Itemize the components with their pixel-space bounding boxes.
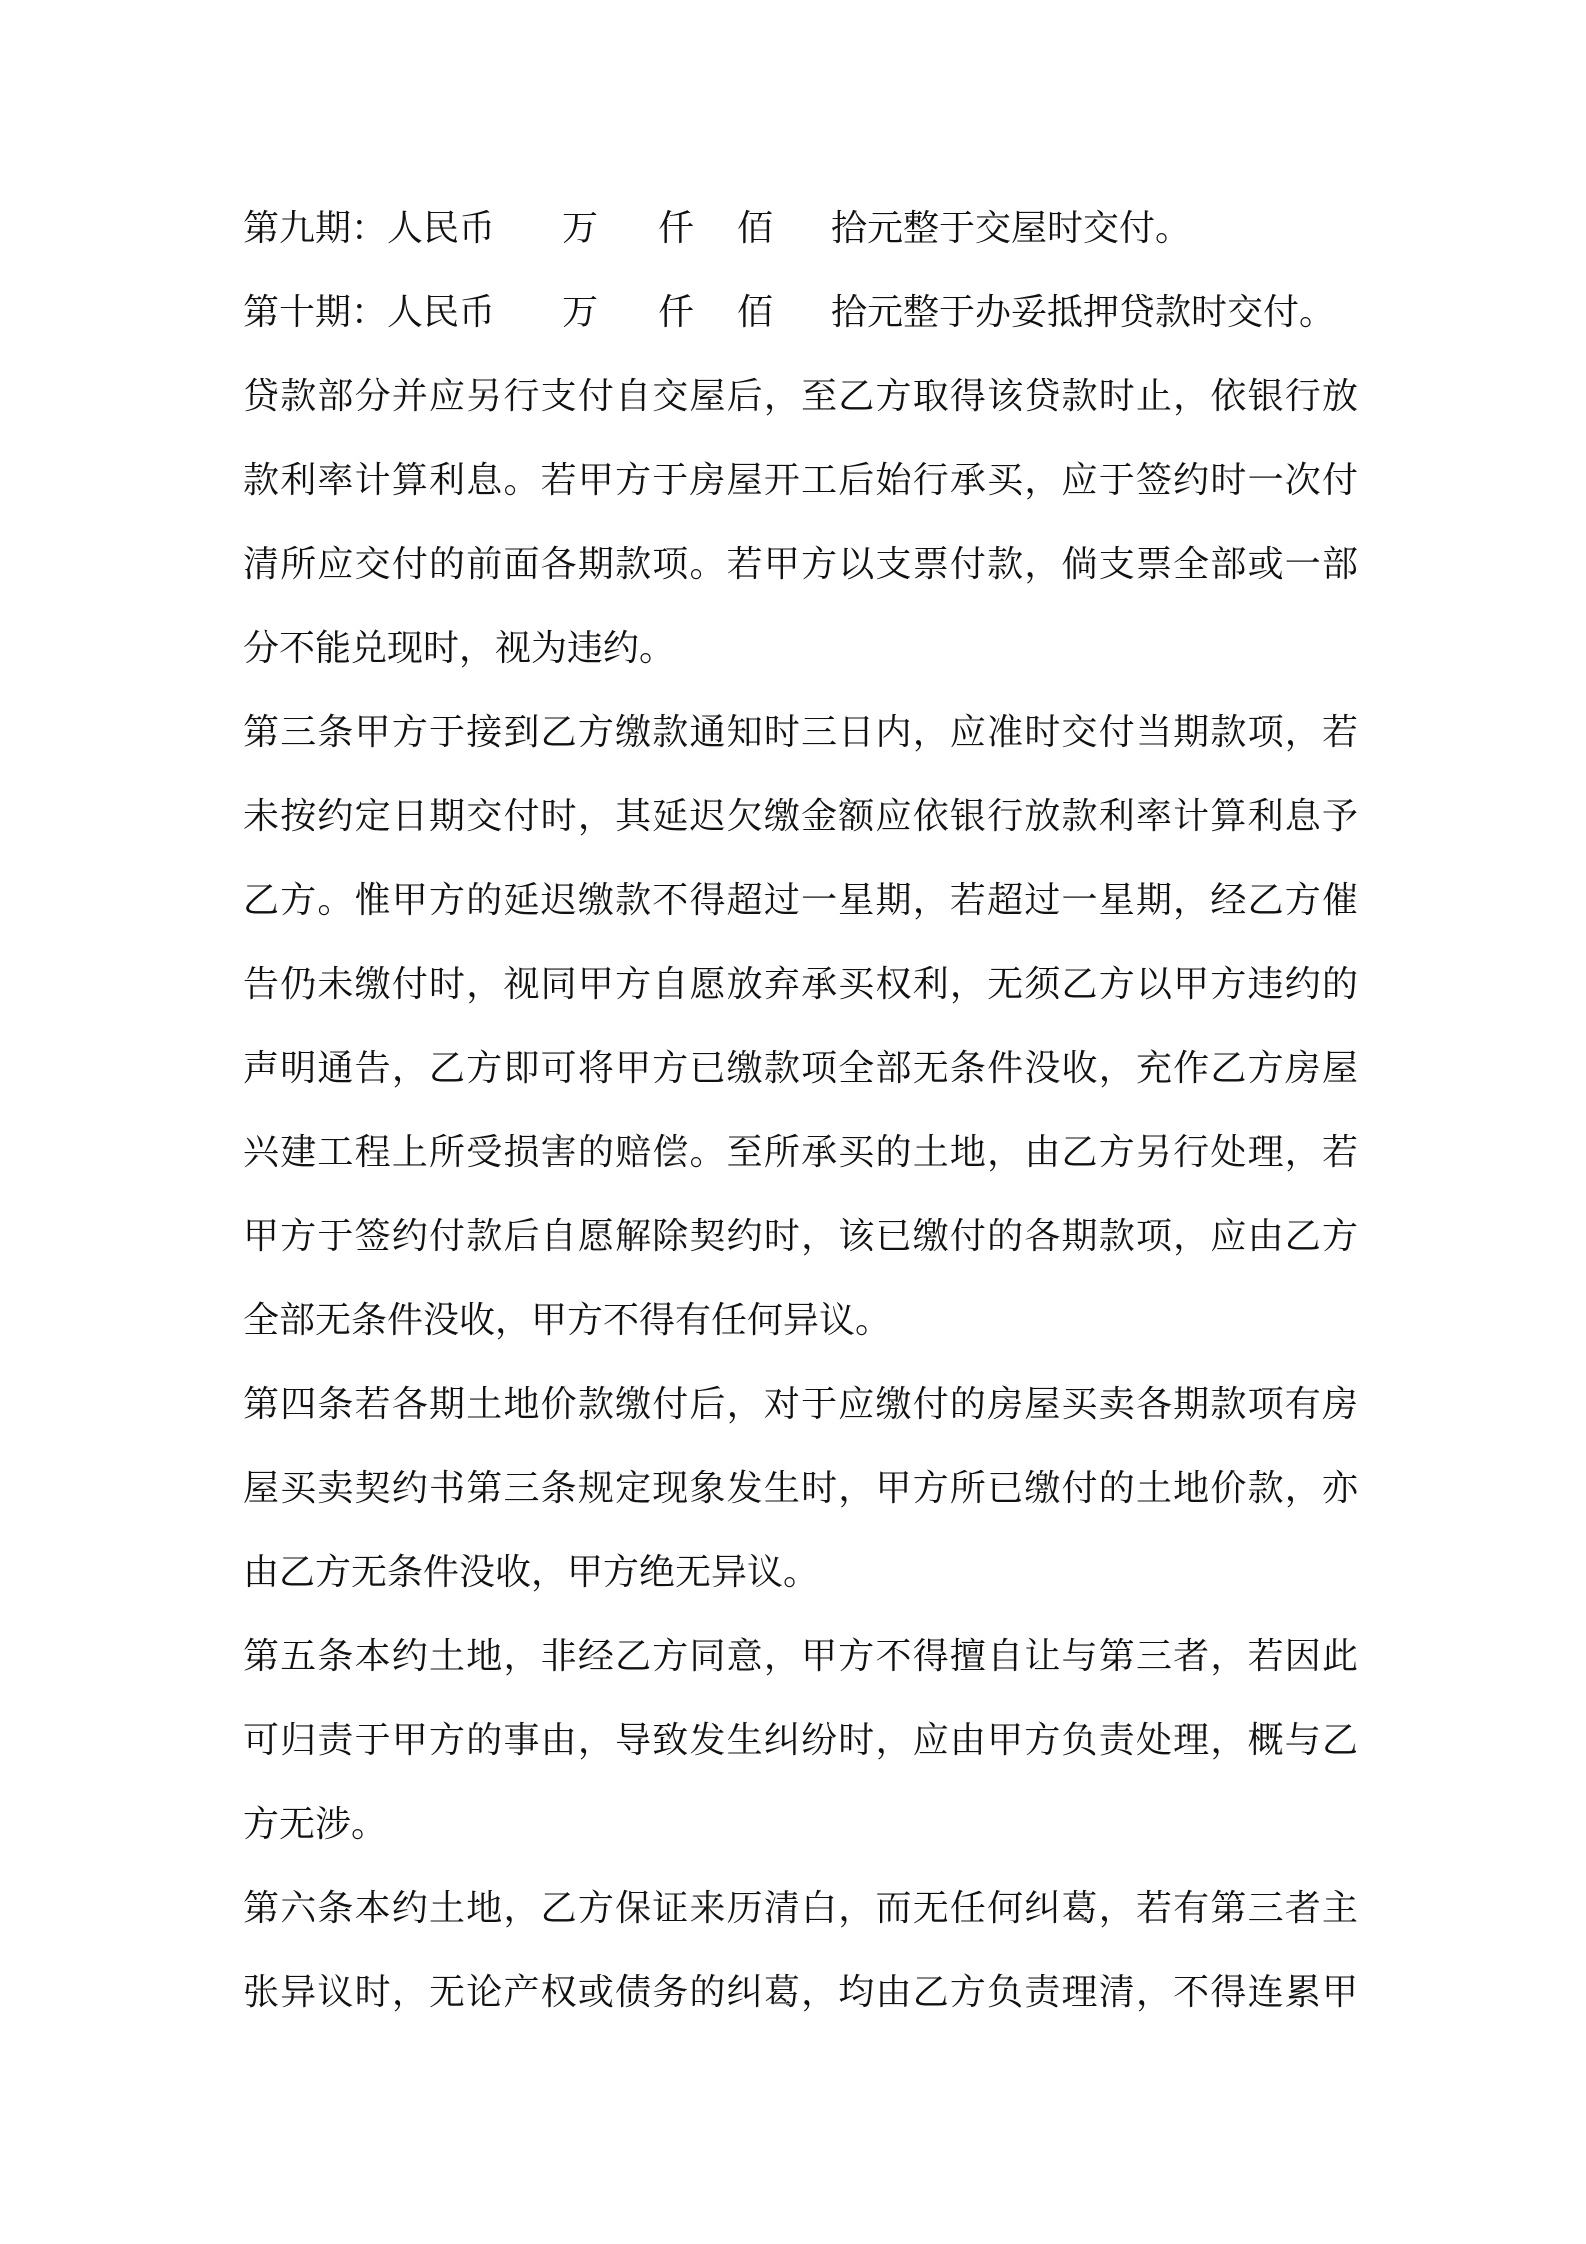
installment-9-unit-wan: 万 <box>562 208 599 249</box>
text-line: 清所应交付的前面各期款项。若甲方以支票付款，倘支票全部或一部 <box>243 544 1358 585</box>
text-line: 甲方于签约付款后自愿解除契约时，该已缴付的各期款项，应由乙方 <box>243 1216 1358 1257</box>
installment-10-unit-bai: 佰 <box>737 292 774 333</box>
text-line: 乙方。惟甲方的延迟缴款不得超过一星期，若超过一星期，经乙方催 <box>243 880 1358 921</box>
installment-10-suffix: 拾元整于办妥抵押贷款时交付。 <box>831 292 1336 333</box>
text-line: 告仍未缴付时，视同甲方自愿放弃承买权利，无须乙方以甲方违约的 <box>243 964 1358 1005</box>
installment-9-line <box>243 187 1358 271</box>
text-line: 兴建工程上所受损害的赔偿。至所承买的土地，由乙方另行处理，若 <box>243 1132 1358 1173</box>
installment-9-prefix: 第九期：人民币 <box>243 208 496 249</box>
text-line: 方无涉。 <box>243 1804 388 1845</box>
installment-9-unit-qian: 仟 <box>658 208 695 249</box>
text-line: 贷款部分并应另行支付自交屋后，至乙方取得该贷款时止，依银行放 <box>243 376 1358 417</box>
installment-9-unit-bai: 佰 <box>737 208 774 249</box>
text-line: 第五条本约土地，非经乙方同意，甲方不得擅自让与第三者，若因此 <box>243 1636 1358 1677</box>
text-line: 可归责于甲方的事由，导致发生纠纷时，应由甲方负责处理，概与乙 <box>243 1720 1358 1761</box>
text-line: 第六条本约土地，乙方保证来历清白，而无任何纠葛，若有第三者主 <box>243 1888 1358 1929</box>
text-line: 第四条若各期土地价款缴付后，对于应缴付的房屋买卖各期款项有房 <box>243 1384 1358 1425</box>
text-line: 全部无条件没收，甲方不得有任何异议。 <box>243 1300 892 1341</box>
text-line: 分不能兑现时，视为违约。 <box>243 628 676 669</box>
installment-10-prefix: 第十期：人民币 <box>243 292 496 333</box>
installment-10-line <box>243 271 1358 355</box>
text-line: 款利率计算利息。若甲方于房屋开工后始行承买，应于签约时一次付 <box>243 460 1358 501</box>
installment-10-unit-wan: 万 <box>562 292 599 333</box>
text-line: 未按约定日期交付时，其延迟欠缴金额应依银行放款利率计算利息予 <box>243 796 1358 837</box>
text-line: 由乙方无条件没收，甲方绝无异议。 <box>243 1552 820 1593</box>
text-line: 屋买卖契约书第三条规定现象发生时，甲方所已缴付的土地价款，亦 <box>243 1468 1358 1509</box>
text-line: 声明通告，乙方即可将甲方已缴款项全部无条件没收，充作乙方房屋 <box>243 1048 1358 1089</box>
installment-9-suffix: 拾元整于交屋时交付。 <box>831 208 1192 249</box>
text-line: 第三条甲方于接到乙方缴款通知时三日内，应准时交付当期款项，若 <box>243 712 1358 753</box>
installment-10-unit-qian: 仟 <box>658 292 695 333</box>
text-line: 张异议时，无论产权或债务的纠葛，均由乙方负责理清，不得连累甲 <box>243 1972 1358 2013</box>
